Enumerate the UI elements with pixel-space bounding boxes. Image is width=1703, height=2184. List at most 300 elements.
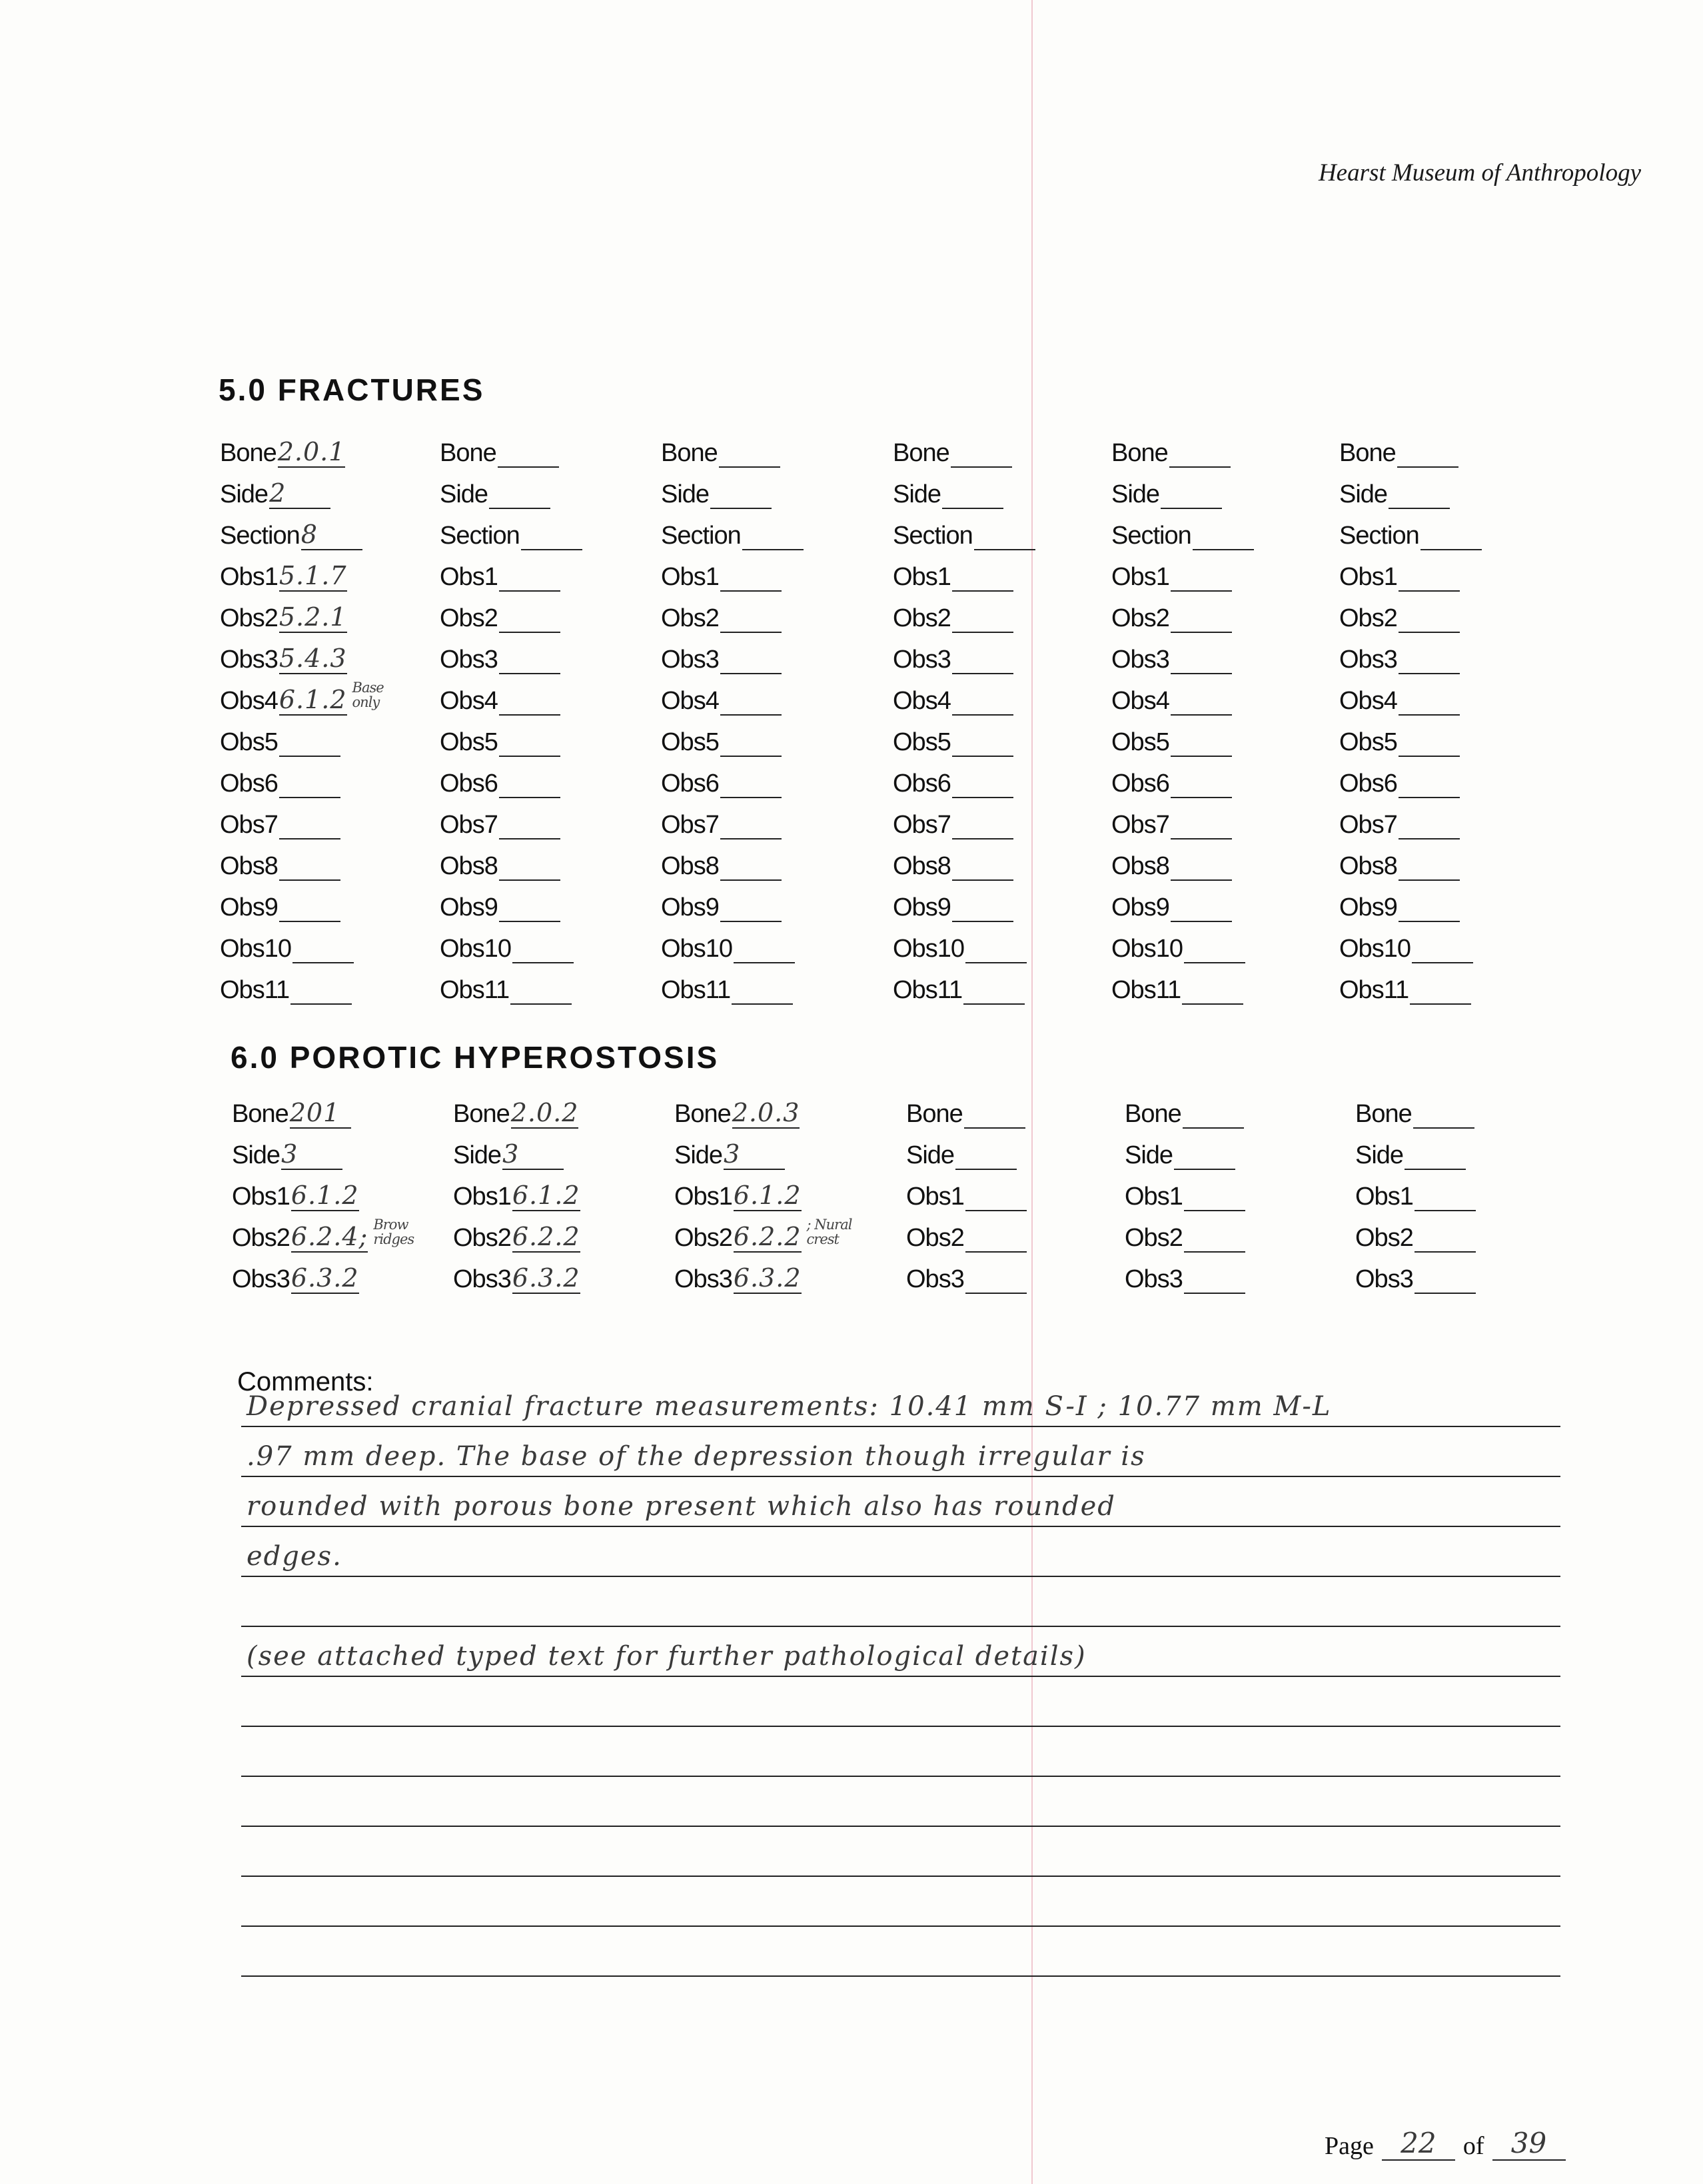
field-value-blank[interactable] (732, 974, 793, 1005)
field-label: Obs2 (661, 604, 719, 632)
field-value-blank[interactable] (965, 1222, 1027, 1253)
field-value-blank[interactable] (1399, 891, 1460, 922)
field-value-blank[interactable]: 5.4.3 (279, 644, 347, 673)
field-value-blank[interactable]: 6.2.2 (733, 1222, 802, 1251)
field-label: Obs1 (1111, 563, 1169, 591)
field-value-blank[interactable] (720, 850, 782, 881)
field-value-blank[interactable] (1413, 1098, 1474, 1129)
field-value-blank[interactable] (952, 850, 1013, 881)
field-value-blank[interactable]: 6.2.4; (290, 1222, 368, 1251)
fractures-field-row (661, 757, 881, 798)
porotic-field-row (453, 1087, 673, 1129)
fractures-field-row (220, 509, 440, 550)
field-value-blank[interactable] (499, 809, 560, 839)
fractures-field-row (661, 592, 881, 633)
field-value-blank[interactable] (734, 933, 795, 963)
fractures-field-row (661, 550, 881, 592)
field-label: Obs2 (674, 1224, 732, 1252)
field-label: Side (893, 480, 941, 508)
field-value-blank[interactable] (1415, 1181, 1476, 1211)
fractures-field-row (1339, 674, 1559, 716)
comment-rule-line (241, 1576, 1560, 1577)
field-value-blank[interactable] (1184, 1222, 1245, 1253)
fractures-field-row (440, 468, 660, 509)
fractures-field-row (220, 798, 440, 839)
fractures-field-row (661, 426, 881, 468)
field-value-blank[interactable] (1161, 478, 1222, 509)
comment-text-line[interactable]: rounded with porous bone present which also has rounded (247, 1491, 1116, 1522)
fractures-field-row (1111, 839, 1331, 881)
field-label: Obs3 (893, 646, 951, 674)
handwritten-note: Brow ridges (373, 1217, 414, 1247)
field-label: Obs10 (661, 935, 732, 963)
field-value-blank[interactable] (1399, 850, 1460, 881)
field-value-blank[interactable] (720, 561, 782, 592)
field-value-blank[interactable]: 2.0.3 (732, 1098, 800, 1127)
field-label: Side (906, 1141, 955, 1169)
fractures-title: 5.0 FRACTURES (219, 372, 485, 407)
field-label: Obs11 (440, 976, 510, 1004)
field-value-blank[interactable] (1183, 1098, 1244, 1129)
porotic-field-row (1125, 1129, 1345, 1170)
fractures-field-row (1339, 757, 1559, 798)
comment-rule-line (241, 1925, 1560, 1927)
fractures-field-row (1339, 426, 1559, 468)
field-value-blank[interactable]: 6.3.2 (290, 1263, 359, 1293)
field-value-blank[interactable] (1399, 602, 1460, 633)
field-value-blank[interactable] (965, 1263, 1027, 1294)
field-value-blank[interactable] (1171, 891, 1232, 922)
fractures-field-row (220, 633, 440, 674)
fractures-field-row (440, 633, 660, 674)
field-label: Obs7 (220, 811, 278, 839)
fractures-field-row (440, 963, 660, 1005)
field-label: Obs6 (440, 770, 498, 798)
field-value-blank[interactable]: 3 (724, 1139, 785, 1170)
page-current-field[interactable]: 22 (1382, 2127, 1455, 2161)
porotic-hyperostosis-title: 6.0 POROTIC HYPEROSTOSIS (231, 1040, 720, 1075)
porotic-field-row (674, 1087, 894, 1129)
porotic-field-row (674, 1129, 894, 1170)
field-label: Section (220, 522, 300, 550)
field-value-blank[interactable] (952, 809, 1013, 839)
field-value-blank[interactable]: 6.1.2 (733, 1181, 802, 1210)
field-label: Obs4 (1339, 687, 1397, 715)
fractures-field-row (220, 757, 440, 798)
comment-text-line[interactable]: (see attached typed text for further pathological details) (247, 1641, 1087, 1672)
comment-text-line[interactable]: .97 mm deep. The base of the depression though irregular is (247, 1441, 1146, 1472)
field-label: Obs3 (1111, 646, 1169, 674)
field-value-blank[interactable] (952, 644, 1013, 674)
fractures-field-row (220, 550, 440, 592)
field-label: Obs2 (220, 604, 278, 632)
field-label: Side (661, 480, 710, 508)
field-value-blank[interactable] (952, 561, 1013, 592)
field-label: Obs8 (1339, 852, 1397, 880)
field-value-blank[interactable] (499, 561, 560, 592)
field-value-blank[interactable] (974, 520, 1035, 550)
fractures-field-row (1339, 716, 1559, 757)
field-value-blank[interactable] (1399, 685, 1460, 716)
fractures-field-row (893, 674, 1113, 716)
fractures-field-row (1111, 509, 1331, 550)
field-value-blank[interactable] (1171, 726, 1232, 757)
field-label: Obs1 (893, 563, 951, 591)
fractures-field-row (661, 468, 881, 509)
fractures-field-row (1111, 963, 1331, 1005)
field-label: Obs4 (1111, 687, 1169, 715)
porotic-field-row (232, 1129, 452, 1170)
field-value-blank[interactable] (499, 726, 560, 757)
field-label: Obs10 (440, 935, 511, 963)
fractures-field-row (1111, 674, 1331, 716)
field-label: Section (1339, 522, 1419, 550)
field-label: Obs11 (1339, 976, 1409, 1004)
fractures-field-row (893, 633, 1113, 674)
fractures-column-1 (220, 426, 440, 1005)
field-label: Obs6 (1339, 770, 1397, 798)
field-value-blank[interactable] (955, 1139, 1017, 1170)
field-label: Section (440, 522, 520, 550)
field-label: Obs9 (1339, 893, 1397, 921)
field-label: Obs3 (440, 646, 498, 674)
field-label: Bone (893, 439, 949, 467)
field-label: Obs7 (893, 811, 951, 839)
field-value-blank[interactable] (279, 850, 340, 881)
field-label: Obs5 (1111, 728, 1169, 756)
field-value-blank[interactable] (1182, 974, 1243, 1005)
field-label: Obs2 (906, 1224, 964, 1252)
field-label: Side (1355, 1141, 1404, 1169)
porotic-column-2 (453, 1087, 673, 1294)
comment-text-line[interactable]: edges. (247, 1541, 342, 1572)
field-label: Obs3 (1339, 646, 1397, 674)
field-label: Obs5 (1339, 728, 1397, 756)
field-value-blank[interactable] (512, 933, 574, 963)
field-label: Obs1 (661, 563, 719, 591)
fractures-field-row (893, 468, 1113, 509)
field-value-blank[interactable] (499, 644, 560, 674)
fractures-column-5 (1111, 426, 1331, 1005)
field-value-blank[interactable] (720, 768, 782, 798)
fractures-field-row (1339, 798, 1559, 839)
field-value-blank[interactable]: 5.1.7 (279, 561, 347, 590)
field-label: Side (440, 480, 488, 508)
field-label: Obs6 (661, 770, 719, 798)
field-value-blank[interactable] (1397, 437, 1458, 468)
field-value-blank[interactable]: 6.3.2 (512, 1263, 580, 1293)
field-label: Obs11 (1111, 976, 1181, 1004)
field-value-blank[interactable]: 5.2.1 (279, 602, 347, 632)
field-label: Side (220, 480, 269, 508)
porotic-field-row (1125, 1087, 1345, 1129)
field-value-blank[interactable] (1415, 1222, 1476, 1253)
fractures-field-row (893, 426, 1113, 468)
fractures-field-row (1339, 468, 1559, 509)
comment-rule-line (241, 1676, 1560, 1677)
porotic-field-row (232, 1087, 452, 1129)
field-label: Obs5 (893, 728, 951, 756)
field-label: Section (1111, 522, 1191, 550)
field-value-blank[interactable] (1171, 602, 1232, 633)
field-value-blank[interactable] (1399, 561, 1460, 592)
fractures-field-row (1339, 592, 1559, 633)
field-label: Obs9 (1111, 893, 1169, 921)
field-value-blank[interactable] (719, 437, 780, 468)
field-label: Obs4 (220, 687, 278, 715)
field-value-blank[interactable] (1174, 1139, 1235, 1170)
field-value-blank[interactable] (292, 933, 354, 963)
field-label: Obs2 (232, 1224, 290, 1252)
field-value-blank[interactable] (499, 768, 560, 798)
fractures-column-6 (1339, 426, 1559, 1005)
field-value-blank[interactable] (720, 809, 782, 839)
field-value-blank[interactable] (1415, 1263, 1476, 1294)
porotic-field-row (453, 1170, 673, 1211)
field-value-blank[interactable] (521, 520, 582, 550)
porotic-field-row (1125, 1170, 1345, 1211)
field-value-blank[interactable]: 6.1.2 (512, 1181, 580, 1210)
field-label: Obs2 (453, 1224, 511, 1252)
handwritten-note: ; Nural crest (806, 1217, 852, 1247)
porotic-field-row (674, 1170, 894, 1211)
field-value-blank[interactable]: 201 (290, 1098, 351, 1129)
field-value-blank[interactable] (499, 685, 560, 716)
field-value-blank[interactable] (499, 891, 560, 922)
fractures-field-row (893, 757, 1113, 798)
field-label: Obs3 (220, 646, 278, 674)
field-value-blank[interactable] (279, 768, 340, 798)
field-label: Obs2 (1125, 1224, 1183, 1252)
porotic-column-3 (674, 1087, 894, 1294)
comment-rule-line (241, 1776, 1560, 1777)
fractures-field-row (1111, 922, 1331, 963)
fractures-field-row (1339, 509, 1559, 550)
field-label: Obs2 (893, 604, 951, 632)
fractures-field-row (893, 798, 1113, 839)
field-label: Obs3 (1355, 1265, 1413, 1293)
field-value-blank[interactable] (720, 644, 782, 674)
field-value-blank[interactable] (290, 974, 352, 1005)
field-value-blank[interactable] (952, 685, 1013, 716)
field-label: Side (1111, 480, 1160, 508)
fractures-field-row (893, 922, 1113, 963)
porotic-field-row (453, 1211, 673, 1253)
field-value-blank[interactable]: 6.2.2 (512, 1222, 580, 1251)
field-value-blank[interactable] (1171, 850, 1232, 881)
field-value-blank[interactable] (720, 891, 782, 922)
field-label: Obs6 (1111, 770, 1169, 798)
porotic-field-row (674, 1253, 894, 1294)
comment-text-line[interactable]: Depressed cranial fracture measurements: 10.41 mm S-I ; 10.77 mm M-L (247, 1391, 1332, 1422)
field-value-blank[interactable] (942, 478, 1003, 509)
field-label: Obs10 (220, 935, 291, 963)
field-value-blank[interactable] (1399, 726, 1460, 757)
field-value-blank[interactable] (1169, 437, 1231, 468)
field-value-blank[interactable] (1412, 933, 1473, 963)
field-value-blank[interactable] (1405, 1139, 1466, 1170)
field-value-blank[interactable] (1171, 685, 1232, 716)
fractures-field-row (220, 881, 440, 922)
field-value-blank[interactable] (1399, 809, 1460, 839)
field-value-blank[interactable] (498, 437, 559, 468)
field-label: Obs2 (440, 604, 498, 632)
field-value-blank[interactable] (963, 974, 1025, 1005)
porotic-field-row (906, 1211, 1126, 1253)
fractures-field-row (440, 674, 660, 716)
field-value-blank[interactable] (742, 520, 804, 550)
fractures-field-row (1111, 468, 1331, 509)
field-value-blank[interactable]: 6.3.2 (733, 1263, 802, 1293)
page-number (1325, 2127, 1574, 2161)
fractures-field-row (1339, 881, 1559, 922)
field-label: Side (453, 1141, 502, 1169)
fractures-field-row (220, 592, 440, 633)
field-value-blank[interactable] (720, 726, 782, 757)
field-value-blank[interactable]: 3 (281, 1139, 342, 1170)
field-value-blank[interactable] (952, 768, 1013, 798)
field-label: Obs10 (1111, 935, 1183, 963)
comment-rule-line (241, 1426, 1560, 1427)
field-value-blank[interactable] (1171, 561, 1232, 592)
fractures-field-row (220, 922, 440, 963)
fractures-field-row (1339, 922, 1559, 963)
fractures-column-3 (661, 426, 881, 1005)
porotic-field-row (453, 1253, 673, 1294)
porotic-field-row (1355, 1253, 1575, 1294)
field-label: Obs7 (661, 811, 719, 839)
porotic-field-row (906, 1253, 1126, 1294)
field-label: Obs10 (1339, 935, 1411, 963)
field-label: Obs2 (1111, 604, 1169, 632)
fractures-field-row (893, 963, 1113, 1005)
field-label: Section (661, 522, 741, 550)
field-label: Bone (1125, 1100, 1181, 1128)
field-label: Obs8 (440, 852, 498, 880)
porotic-column-5 (1125, 1087, 1345, 1294)
fractures-field-row (440, 509, 660, 550)
field-value-blank[interactable] (1184, 933, 1245, 963)
field-value-blank[interactable] (965, 933, 1027, 963)
field-label: Bone (220, 439, 277, 467)
field-value-blank[interactable] (279, 809, 340, 839)
field-label: Obs8 (893, 852, 951, 880)
field-value-blank[interactable] (1410, 974, 1471, 1005)
fractures-field-row (1111, 716, 1331, 757)
field-value-blank[interactable]: 2 (269, 478, 330, 509)
field-label: Obs11 (661, 976, 731, 1004)
comment-rule-line (241, 1876, 1560, 1877)
field-value-blank[interactable]: 2.0.2 (510, 1098, 579, 1127)
fractures-field-row (893, 592, 1113, 633)
field-value-blank[interactable] (710, 478, 772, 509)
field-label: Obs3 (906, 1265, 964, 1293)
field-value-blank[interactable] (510, 974, 572, 1005)
page-total-field[interactable]: 39 (1492, 2127, 1566, 2161)
field-label: Obs5 (440, 728, 498, 756)
fractures-field-row (440, 550, 660, 592)
field-label: Bone (1355, 1100, 1412, 1128)
field-value-blank[interactable] (1171, 644, 1232, 674)
fractures-field-row (1339, 839, 1559, 881)
field-value-blank[interactable]: 2.0.1 (277, 437, 346, 466)
porotic-field-row (232, 1253, 452, 1294)
porotic-column-4 (906, 1087, 1126, 1294)
field-label: Obs1 (453, 1183, 511, 1211)
fractures-field-row (661, 839, 881, 881)
field-label: Obs1 (1125, 1183, 1183, 1211)
porotic-field-row (1125, 1211, 1345, 1253)
field-value-blank[interactable] (1389, 478, 1450, 509)
porotic-field-row (674, 1211, 894, 1253)
page-label: Page (1325, 2132, 1374, 2160)
field-value-blank[interactable] (1399, 644, 1460, 674)
fractures-field-row (220, 839, 440, 881)
field-value-blank[interactable]: 3 (502, 1139, 564, 1170)
field-value-blank[interactable] (951, 437, 1012, 468)
field-label: Obs7 (1339, 811, 1397, 839)
field-value-blank[interactable] (1171, 809, 1232, 839)
field-value-blank[interactable] (1420, 520, 1482, 550)
field-value-blank[interactable] (720, 602, 782, 633)
porotic-field-row (1125, 1253, 1345, 1294)
field-value-blank[interactable] (1171, 768, 1232, 798)
porotic-field-row (232, 1211, 452, 1253)
field-label: Bone (440, 439, 496, 467)
porotic-field-row (1355, 1129, 1575, 1170)
field-value-blank[interactable] (952, 602, 1013, 633)
field-label: Obs3 (661, 646, 719, 674)
field-value-blank[interactable]: 6.1.2 (290, 1181, 359, 1210)
field-value-blank[interactable] (489, 478, 550, 509)
field-label: Obs7 (440, 811, 498, 839)
field-value-blank[interactable] (499, 602, 560, 633)
fractures-field-row (220, 674, 440, 716)
field-value-blank[interactable] (965, 1181, 1027, 1211)
field-value-blank[interactable] (1184, 1263, 1245, 1294)
field-label: Side (1339, 480, 1388, 508)
field-value-blank[interactable] (964, 1098, 1025, 1129)
field-value-blank[interactable] (952, 891, 1013, 922)
field-label: Bone (661, 439, 718, 467)
field-label: Obs11 (893, 976, 963, 1004)
handwritten-note: Base only (352, 680, 384, 710)
porotic-field-row (232, 1170, 452, 1211)
fractures-field-row (1111, 426, 1331, 468)
field-value-blank[interactable] (1193, 520, 1254, 550)
field-value-blank[interactable]: 6.1.2 (279, 685, 347, 714)
field-value-blank[interactable] (279, 891, 340, 922)
field-value-blank[interactable] (720, 685, 782, 716)
field-value-blank[interactable] (1399, 768, 1460, 798)
field-label: Obs9 (220, 893, 278, 921)
fractures-field-row (893, 881, 1113, 922)
fractures-field-row (1111, 592, 1331, 633)
comment-rule-line (241, 1826, 1560, 1827)
field-value-blank[interactable] (952, 726, 1013, 757)
field-value-blank[interactable] (1184, 1181, 1245, 1211)
porotic-field-row (453, 1129, 673, 1170)
field-value-blank[interactable]: 8 (301, 520, 362, 550)
comment-rule-line (241, 1626, 1560, 1627)
field-value-blank[interactable] (279, 726, 340, 757)
fractures-field-row (893, 550, 1113, 592)
fractures-field-row (440, 757, 660, 798)
field-value-blank[interactable] (499, 850, 560, 881)
field-label: Obs8 (661, 852, 719, 880)
field-label: Obs10 (893, 935, 964, 963)
porotic-column-6 (1355, 1087, 1575, 1294)
